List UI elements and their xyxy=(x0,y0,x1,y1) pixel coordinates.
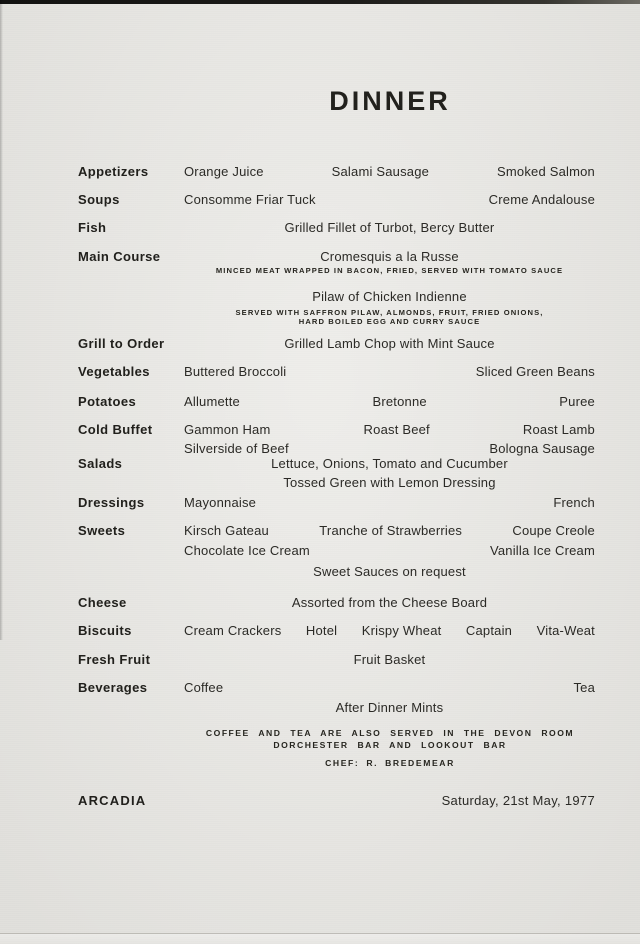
chef-line: CHEF: R. BREDEMEAR xyxy=(325,758,455,768)
menu-item-row xyxy=(184,544,595,557)
section-content xyxy=(184,221,595,234)
menu-item: Buttered Broccoli xyxy=(184,364,287,379)
menu-section-sweets xyxy=(78,524,595,578)
menu-section-fish xyxy=(78,221,595,234)
menu-item: Tossed Green with Lemon Dressing xyxy=(283,475,496,490)
menu-section-main-course xyxy=(78,250,595,326)
section-label: Cold Buffet xyxy=(78,422,153,437)
menu-section-cheese xyxy=(78,596,595,609)
section-label: Fresh Fruit xyxy=(78,652,151,667)
section-content xyxy=(184,596,595,609)
section-label: Soups xyxy=(78,192,120,207)
ship-name: ARCADIA xyxy=(78,793,147,808)
menu-item-row xyxy=(184,365,595,378)
menu-section-potatoes xyxy=(78,395,595,408)
menu-item: Mayonnaise xyxy=(184,495,257,510)
section-label: Beverages xyxy=(78,680,148,695)
menu-item-row xyxy=(184,524,595,537)
section-label: Fish xyxy=(78,220,107,235)
section-label: Biscuits xyxy=(78,623,132,638)
menu-item: Bologna Sausage xyxy=(489,441,595,456)
menu-section-cold-buffet xyxy=(78,423,595,455)
menu-item: Vanilla Ice Cream xyxy=(489,543,595,558)
menu-section-fresh-fruit xyxy=(78,653,595,666)
section-label: Cheese xyxy=(78,595,127,610)
menu-item: Kirsch Gateau xyxy=(184,523,269,538)
menu-item: Lettuce, Onions, Tomato and Cucumber xyxy=(271,456,508,471)
footer-bottom-row xyxy=(78,793,595,808)
section-content xyxy=(184,624,595,637)
footer-note xyxy=(184,727,596,751)
menu-item: Consomme Friar Tuck xyxy=(184,192,316,207)
page-title: DINNER xyxy=(329,86,451,116)
top-edge-band xyxy=(0,0,640,4)
menu-section-salads xyxy=(78,457,595,489)
menu-section-biscuits xyxy=(78,624,595,637)
menu-item: Coffee xyxy=(184,680,224,695)
menu-item: Tranche of Strawberries xyxy=(319,523,463,538)
menu-item: Tea xyxy=(573,680,595,695)
item-description: SERVED WITH SAFFRON PILAW, ALMONDS, FRUIT, FRIED ONIONS, xyxy=(235,308,544,317)
menu-date: Saturday, 21st May, 1977 xyxy=(441,793,595,808)
menu-item: French xyxy=(553,495,595,510)
footer-note-line-1: COFFEE AND TEA ARE ALSO SERVED IN THE DEVON ROOM xyxy=(205,728,575,738)
section-content xyxy=(184,165,595,178)
section-label: Dressings xyxy=(78,495,145,510)
section-content xyxy=(184,250,595,326)
menu-body xyxy=(78,165,595,725)
section-content xyxy=(184,193,595,206)
menu-item-row xyxy=(184,165,595,178)
section-label: Main Course xyxy=(78,249,161,264)
section-content xyxy=(184,423,595,455)
menu-item: Assorted from the Cheese Board xyxy=(291,595,488,610)
item-description: HARD BOILED EGG AND CURRY SAUCE xyxy=(298,317,481,326)
menu-item: Orange Juice xyxy=(184,164,264,179)
menu-item: Allumette xyxy=(184,394,240,409)
menu-item: Pilaw of Chicken Indienne xyxy=(312,289,467,304)
section-label: Vegetables xyxy=(78,364,150,379)
footer-note-line-2: DORCHESTER BAR AND LOOKOUT BAR xyxy=(273,740,507,750)
section-label: Salads xyxy=(78,456,123,471)
menu-item: Grilled Fillet of Turbot, Bercy Butter xyxy=(284,220,495,235)
menu-item: Krispy Wheat xyxy=(361,623,442,638)
menu-item-row xyxy=(184,681,595,694)
menu-item: Cromesquis a la Russe xyxy=(320,249,459,264)
menu-item: Silverside of Beef xyxy=(184,441,289,456)
menu-item: Hotel xyxy=(305,623,338,638)
menu-item-row xyxy=(184,442,595,455)
section-content xyxy=(184,395,595,408)
section-label: Grill to Order xyxy=(78,336,165,351)
section-label: Appetizers xyxy=(78,164,149,179)
menu-item-row xyxy=(184,193,595,206)
menu-item: Cream Crackers xyxy=(184,623,282,638)
menu-section-dressings xyxy=(78,496,595,509)
menu-item: Roast Lamb xyxy=(522,422,595,437)
section-content xyxy=(184,653,595,666)
menu-item-row xyxy=(184,624,595,637)
menu-section-beverages xyxy=(78,681,595,714)
menu-item: Sliced Green Beans xyxy=(475,364,595,379)
section-content xyxy=(184,524,595,578)
menu-item: Creme Andalouse xyxy=(488,192,595,207)
menu-item: Sweet Sauces on request xyxy=(313,564,466,579)
menu-item: Salami Sausage xyxy=(331,164,430,179)
item-description: MINCED MEAT WRAPPED IN BACON, FRIED, SERVED WITH TOMATO SAUCE xyxy=(215,266,564,275)
menu-section-grill-to-order xyxy=(78,337,595,350)
menu-item: Puree xyxy=(559,394,595,409)
menu-item: Coupe Creole xyxy=(512,523,595,538)
menu-item: Bretonne xyxy=(372,394,427,409)
menu-section-vegetables xyxy=(78,365,595,378)
menu-item: Captain xyxy=(465,623,513,638)
menu-section-soups xyxy=(78,193,595,206)
section-content xyxy=(184,681,595,714)
section-label: Potatoes xyxy=(78,394,137,409)
menu-item-row xyxy=(184,496,595,509)
left-edge-shadow xyxy=(0,0,3,640)
menu-item-row xyxy=(184,423,595,436)
section-content xyxy=(184,337,595,350)
menu-section-appetizers xyxy=(78,165,595,178)
menu-item: Fruit Basket xyxy=(353,652,426,667)
menu-item: Gammon Ham xyxy=(184,422,271,437)
menu-item: Chocolate Ice Cream xyxy=(184,543,310,558)
section-content xyxy=(184,496,595,509)
menu-item: Smoked Salmon xyxy=(497,164,595,179)
bottom-crease xyxy=(0,933,640,944)
menu-item: Roast Beef xyxy=(363,422,430,437)
menu-item-row xyxy=(184,395,595,408)
section-content xyxy=(184,457,595,489)
section-label: Sweets xyxy=(78,523,126,538)
section-content xyxy=(184,365,595,378)
menu-item: Grilled Lamb Chop with Mint Sauce xyxy=(284,336,495,351)
menu-item: After Dinner Mints xyxy=(335,700,444,715)
menu-item: Vita-Weat xyxy=(536,623,595,638)
